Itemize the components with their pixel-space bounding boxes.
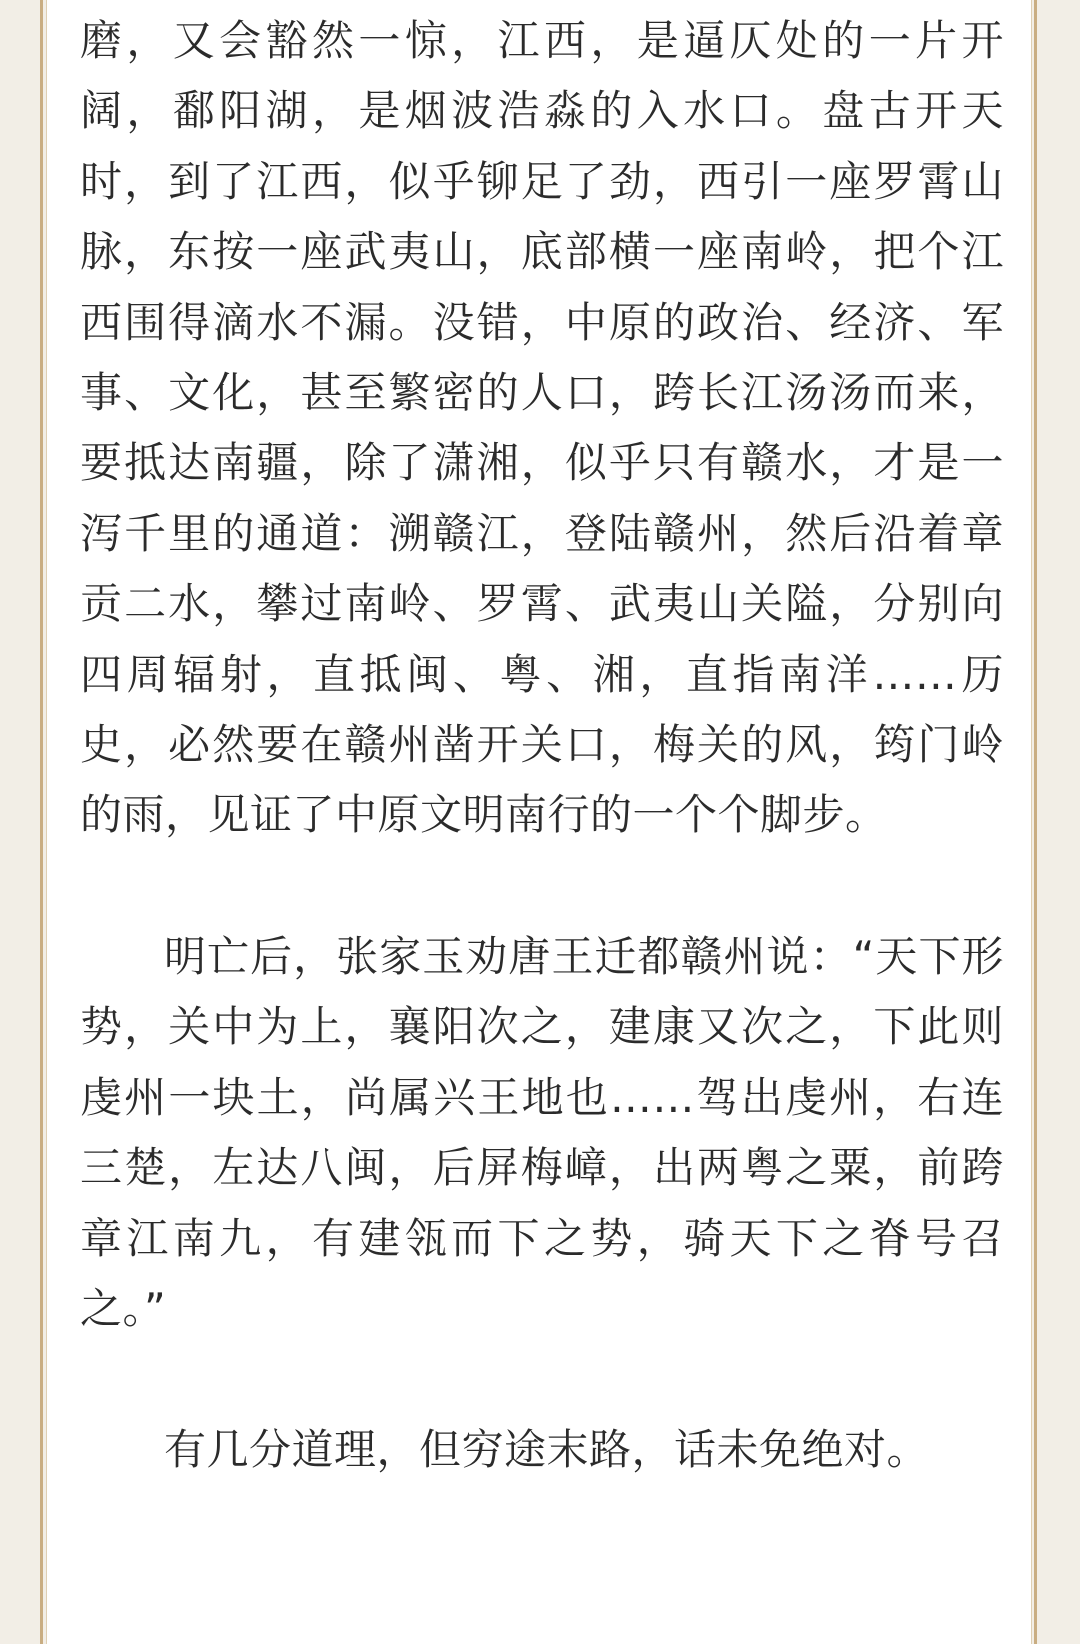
paragraph-spacer — [80, 851, 1004, 922]
article-page — [47, 0, 1031, 1644]
page-border-left — [40, 0, 43, 1644]
article-body — [80, 6, 1004, 1486]
paragraph-2: 明亡后，张家玉劝唐王迁都赣州说：“天下形势，关中为上，襄阳次之，建康又次之，下此则虔州一块土，尚属兴王地也……驾出虔州，右连三楚，左达八闽，后屏梅嶂，出两粤之粟，前跨章江南九，有建瓴而下之势，骑天下之脊号召之。” — [80, 931, 1004, 1333]
page-border-right — [1034, 0, 1037, 1644]
paragraph-1: 磨，又会豁然一惊，江西，是逼仄处的一片开阔，鄱阳湖，是烟波浩淼的入水口。盘古开天时，到了江西，似乎铆足了劲，西引一座罗霄山脉，东按一座武夷山，底部横一座南岭，把个江西围得滴水不漏。没错，中原的政治、经济、军事、文化，甚至繁密的人口，跨长江汤汤而来，要抵达南疆，除了潇湘，似乎只有赣水，才是一泻千里的通道：溯赣江，登陆赣州，然后沿着章贡二水，攀过南岭、罗霄、武夷山关隘，分别向四周辐射，直抵闽、粤、湘，直指南洋……历史，必然要在赣州凿开关口，梅关的风，筠门岭的雨，见证了中原文明南行的一个个脚步。 — [80, 16, 1004, 840]
page-border-right-inner — [1031, 0, 1032, 1644]
paragraph-3: 有几分道理，但穷途末路，话未免绝对。 — [164, 1425, 930, 1475]
paragraph-spacer — [80, 1344, 1004, 1415]
